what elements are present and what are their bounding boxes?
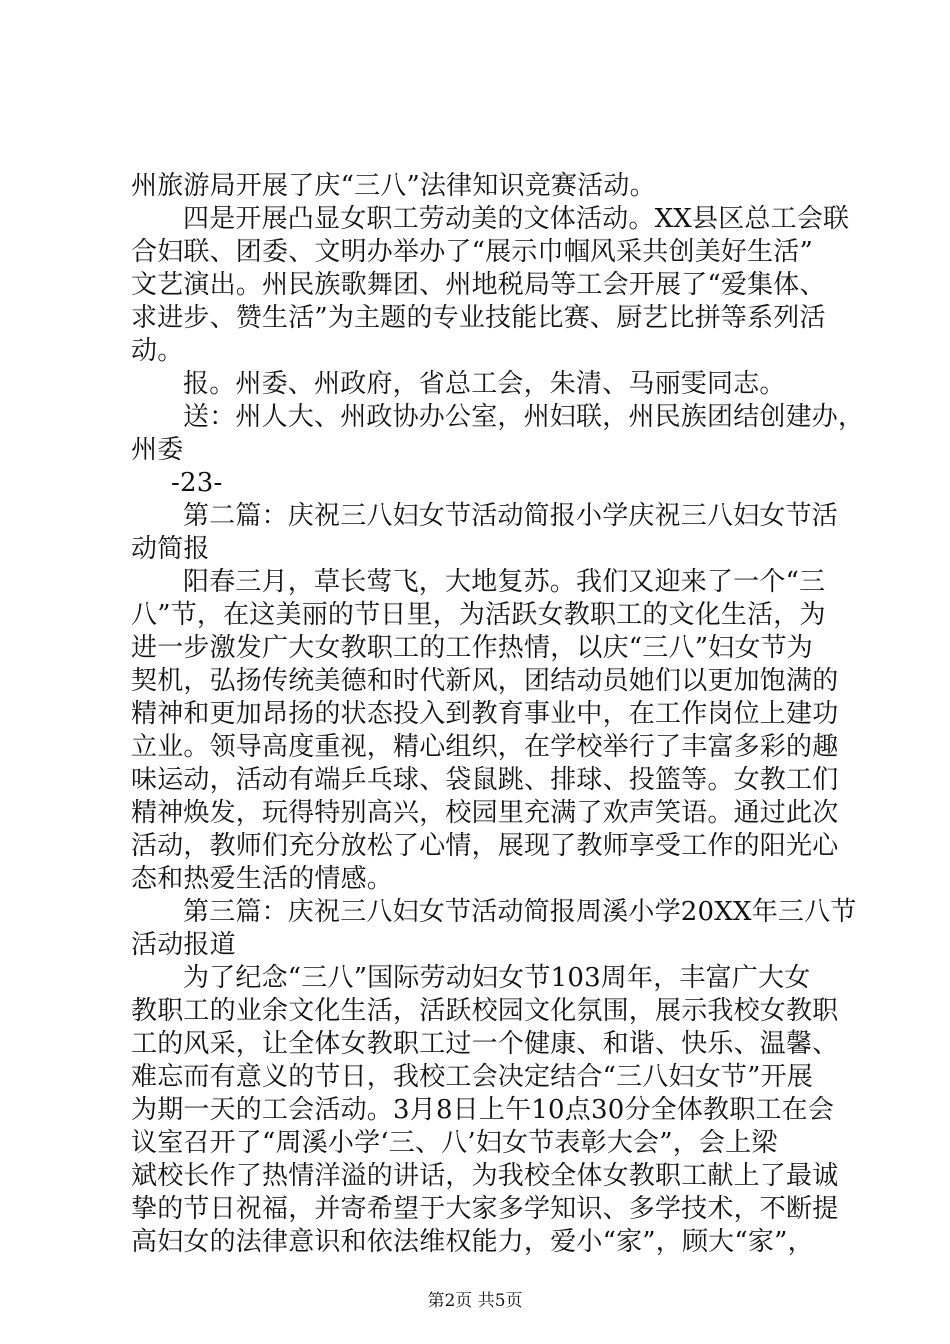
text-line: 报。州委、州政府，省总工会，朱清、马丽雯同志。 xyxy=(183,369,786,399)
section-heading: 第三篇：庆祝三八妇女节活动简报周溪小学20XX年三八节 xyxy=(183,897,857,927)
text-line: 态和热爱生活的情感。 xyxy=(131,864,394,894)
text-line: 州委 xyxy=(131,435,184,465)
text-line: 阳春三月，草长莺飞，大地复苏。我们又迎来了一个“三 xyxy=(183,567,826,597)
page-number-marker: -23- xyxy=(171,468,223,498)
text-line: 送：州人大、州政协办公室，州妇联，州民族团结创建办， xyxy=(183,402,865,432)
text-line: 精神焕发，玩得特别高兴，校园里充满了欢声笑语。通过此次 xyxy=(131,798,839,828)
text-line: 立业。领导高度重视，精心组织，在学校举行了丰富多彩的趣 xyxy=(131,732,839,762)
text-line: 挚的节日祝福，并寄希望于大家多学知识、多学技术，不断提 xyxy=(131,1194,839,1224)
text-line: 合妇联、团委、文明办举办了“展示巾帼风采共创美好生活” xyxy=(131,237,813,267)
text-line: 议室召开了“周溪小学‘三、八’妇女节表彰大会”，会上梁 xyxy=(131,1128,778,1158)
text-line: 难忘而有意义的节日，我校工会决定结合“三八妇女节”开展 xyxy=(131,1062,813,1092)
text-line: 为期一天的工会活动。3月8日上午10点30分全体教职工在会 xyxy=(131,1095,835,1125)
text-line: 斌校长作了热情洋溢的讲话，为我校全体女教职工献上了最诚 xyxy=(131,1161,839,1191)
text-line: 味运动，活动有端乒乓球、袋鼠跳、排球、投篮等。女教工们 xyxy=(131,765,839,795)
page-footer: 第2页 共5页 xyxy=(427,1291,523,1311)
text-line: 八”节，在这美丽的节日里，为活跃女教职工的文化生活，为 xyxy=(131,600,826,630)
text-line: 契机，弘扬传统美德和时代新风，团结动员她们以更加饱满的 xyxy=(131,666,839,696)
section-heading: 第二篇：庆祝三八妇女节活动简报小学庆祝三八妇女节活 xyxy=(183,501,839,531)
text-line: 求进步、赞生活”为主题的专业技能比赛、厨艺比拼等系列活 xyxy=(131,303,826,333)
document-body xyxy=(131,170,865,1259)
text-line: 四是开展凸显女职工劳动美的文体活动。XX县区总工会联 xyxy=(183,204,850,234)
text-line: 教职工的业余文化生活，活跃校园文化氛围，展示我校女教职 xyxy=(131,996,839,1026)
text-line: 进一步激发广大女教职工的工作热情，以庆“三八”妇女节为 xyxy=(131,633,813,663)
section-heading-continued: 动简报 xyxy=(131,534,210,564)
text-line: 为了纪念“三八”国际劳动妇女节103周年，丰富广大女 xyxy=(183,963,811,993)
text-line: 文艺演出。州民族歌舞团、州地税局等工会开展了“爱集体、 xyxy=(131,270,826,300)
text-line: 动。 xyxy=(131,336,184,366)
section-heading-continued: 活动报道 xyxy=(131,930,236,960)
text-line: 高妇女的法律意识和依法维权能力，爱小“家”，顾大“家”， xyxy=(131,1227,814,1257)
text-line: 州旅游局开展了庆“三八”法律知识竞赛活动。 xyxy=(131,171,656,201)
text-line: 工的风采，让全体女教职工过一个健康、和谐、快乐、温馨、 xyxy=(131,1029,839,1059)
text-line: 精神和更加昂扬的状态投入到教育事业中，在工作岗位上建功 xyxy=(131,699,839,729)
text-line: 活动，教师们充分放松了心情，展现了教师享受工作的阳光心 xyxy=(131,831,839,861)
